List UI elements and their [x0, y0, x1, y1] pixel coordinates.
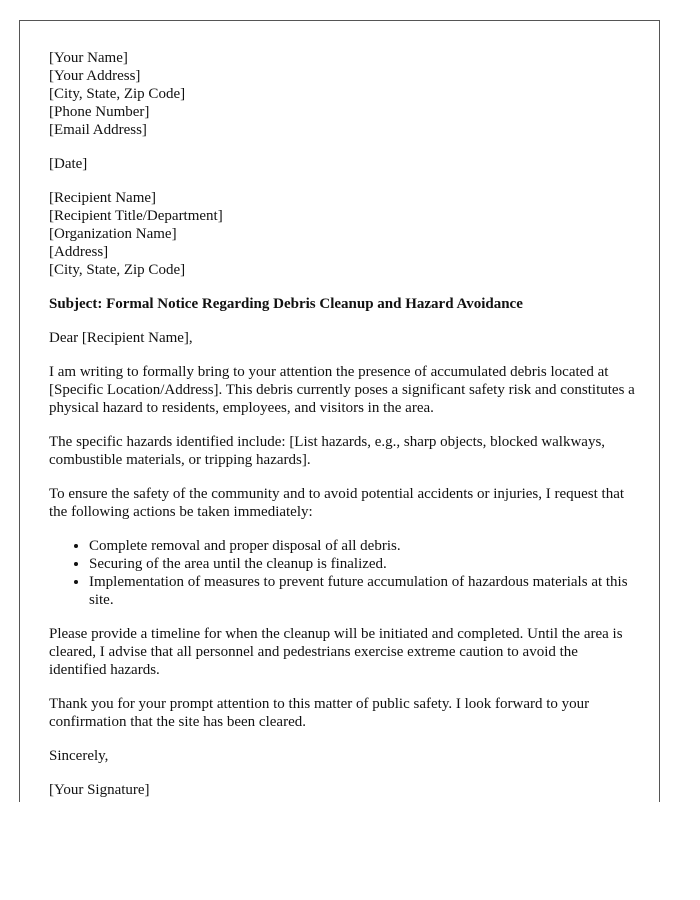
letter-page — [19, 20, 660, 802]
signature: [Your Signature] — [49, 782, 150, 798]
subject-line: Subject: Formal Notice Regarding Debris Cleanup and Hazard Avoidance — [49, 296, 523, 312]
body-paragraph-3: To ensure the safety of the community and to avoid potential accidents or injuries, I request that the following actions be taken immediately: — [49, 486, 625, 520]
sender-phone: [Phone Number] — [49, 104, 150, 120]
signoff: Sincerely, — [49, 748, 109, 764]
recipient-name: [Recipient Name] — [49, 190, 157, 206]
sender-name: [Your Name] — [49, 50, 128, 66]
closing-paragraph-1: Please provide a timeline for when the cleanup will be initiated and completed. Until the area is cleared, I advise that all personnel and pedestrians exercise extreme caution to avoid the identified hazards. — [49, 626, 623, 678]
sender-block — [49, 49, 639, 139]
date-line: [Date] — [49, 156, 88, 172]
action-item: • Complete removal and proper disposal of all debris. — [89, 537, 639, 555]
action-item: • Implementation of measures to prevent future accumulation of hazardous materials at this site. — [89, 573, 639, 609]
sender-address: [Your Address] — [49, 68, 141, 84]
sender-city-state-zip: [City, State, Zip Code] — [49, 86, 186, 102]
sender-email: [Email Address] — [49, 122, 147, 138]
recipient-organization: [Organization Name] — [49, 226, 177, 242]
body-paragraph-1: I am writing to formally bring to your attention the presence of accumulated debris located at [Specific Location/Address]. This debris currently poses a significant safety risk and constitutes a physical hazard to residents, employees, and visitors in the area. — [49, 364, 635, 416]
closing-paragraph-2: Thank you for your prompt attention to this matter of public safety. I look forward to your confirmation that the site has been cleared. — [49, 696, 590, 730]
recipient-address: [Address] — [49, 244, 109, 260]
action-item: • Securing of the area until the cleanup is finalized. — [89, 555, 639, 573]
body-paragraph-2: The specific hazards identified include: [List hazards, e.g., sharp objects, blocked walkways, combustible materials, or tripping hazards]. — [49, 434, 606, 468]
recipient-title: [Recipient Title/Department] — [49, 208, 223, 224]
action-list — [49, 537, 639, 609]
letter-body — [49, 49, 639, 799]
recipient-city-state-zip: [City, State, Zip Code] — [49, 262, 186, 278]
recipient-block — [49, 189, 639, 279]
salutation: Dear [Recipient Name], — [49, 330, 193, 346]
